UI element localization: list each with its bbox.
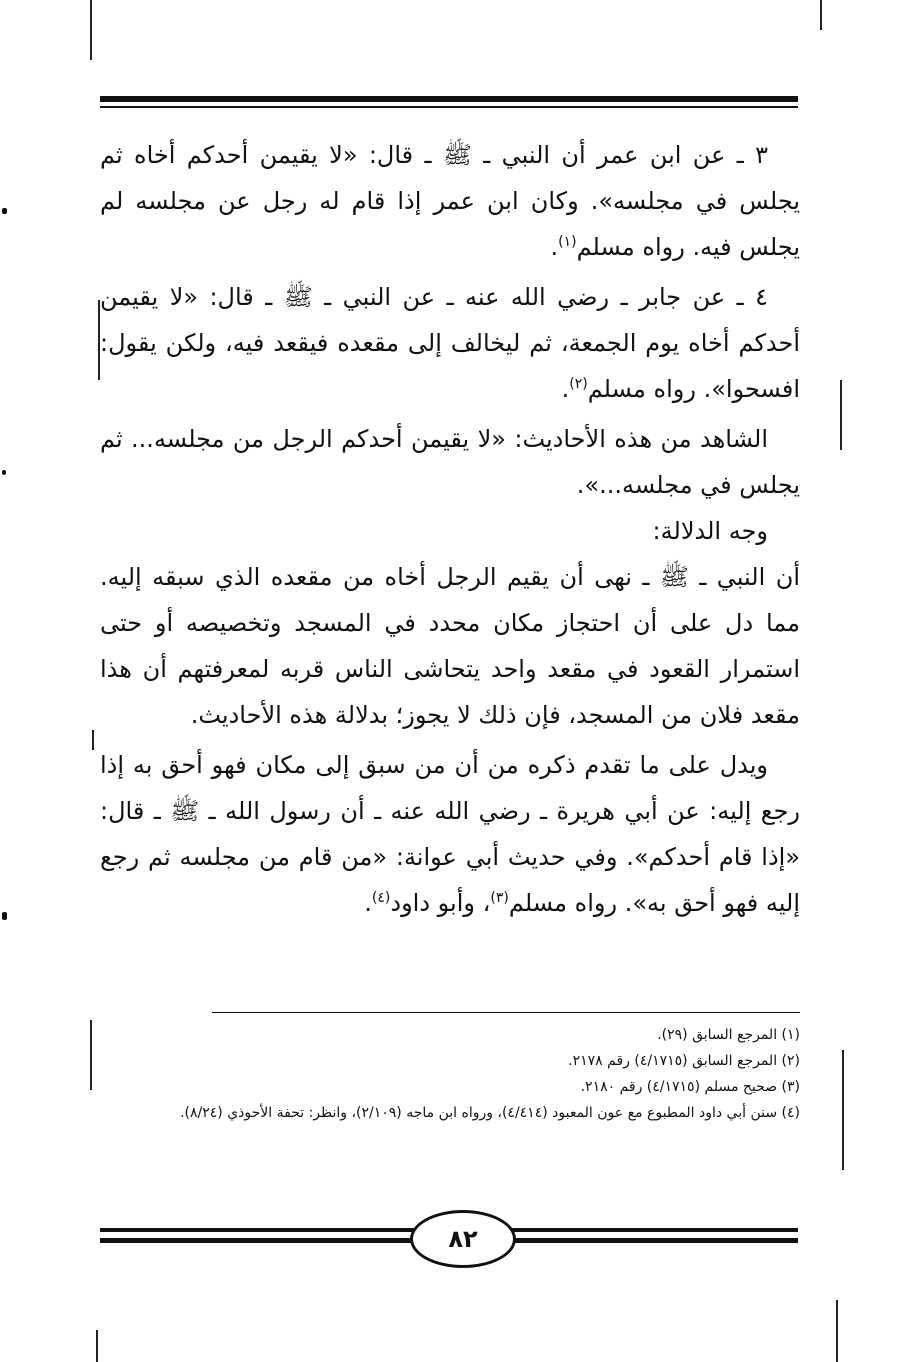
footnote-ref-4[interactable]: (٤) <box>371 890 391 906</box>
footnote-1: (١) المرجع السابق (٢٩). <box>657 1027 800 1043</box>
paragraph-text: الشاهد من هذه الأحاديث: «لا يقيمن أحدكم الرجل من مجلسه... ثم يجلس في مجلسه...». <box>100 425 800 499</box>
paragraph-text: ويدل على ما تقدم ذكره من أن من سبق إلى مكان فهو أحق به إذا رجع إليه: عن أبي هريرة ـ رضي الله عنه ـ أن رسول الله ـ ﷺ ـ قال: «إذا قام أحدكم». وفي حديث أبي عوانة: «من قام من مجلسه ثم رجع إليه فهو أحق به». رواه مسلم <box>100 751 800 917</box>
scan-binding-line <box>820 0 822 30</box>
scan-binding-line <box>842 1050 844 1170</box>
paragraph-text: ٣ ـ عن ابن عمر أن النبي ـ ﷺ ـ قال: «لا يقيمن أحدكم أخاه ثم يجلس في مجلسه». وكان ابن عمر إذا قام له رجل عن مجلسه لم يجلس فيه. رواه مسلم <box>100 141 800 261</box>
paragraph-hadith-3 <box>100 132 800 270</box>
body-text <box>100 132 800 926</box>
period: . <box>364 889 372 917</box>
scan-binding-line <box>836 1300 838 1362</box>
scan-binding-line <box>96 1330 98 1362</box>
paragraph-text: ٤ ـ عن جابر ـ رضي الله عنه ـ عن النبي ـ ﷺ ـ قال: «لا يقيمن أحدكم أخاه يوم الجمعة، ثم ليخالف إلى مقعده فيقعد فيه، ولكن يقول: افسحوا». رواه مسلم <box>100 283 800 403</box>
paragraph-text: ، وأبو داود <box>390 889 491 917</box>
footnote-ref-3[interactable]: (٣) <box>490 890 509 906</box>
paragraph-text: وجه الدلالة: <box>652 517 768 545</box>
paragraph-hadith-4 <box>100 274 800 412</box>
scan-speck <box>2 912 7 920</box>
header-rule-thin <box>100 106 798 108</box>
period: . <box>550 233 559 261</box>
footnotes <box>100 1022 800 1126</box>
scan-binding-line <box>840 380 842 450</box>
scan-binding-line <box>90 1020 92 1090</box>
footnote-ref-1[interactable]: (١) <box>558 234 577 250</box>
paragraph-text: أن النبي ـ ﷺ ـ نهى أن يقيم الرجل أخاه من مقعده الذي سبقه إليه. مما دل على أن احتجاز مكان محدد في المسجد وتخصيصه أو حتى استمرار القعود في مقعد واحد يتحاشى الناس قربه لمعرفتهم أن هذا مقعد فلان من المسجد، فإن ذلك لا يجوز؛ بدلالة هذه الأحاديث. <box>100 563 800 729</box>
footnote-2: (٢) المرجع السابق (٤/١٧١٥) رقم ٢١٧٨. <box>568 1053 800 1069</box>
paragraph-heading-indication <box>100 508 800 554</box>
header-rule <box>100 96 798 102</box>
scan-binding-line <box>92 730 94 750</box>
footnote-ref-2[interactable]: (٢) <box>569 376 588 392</box>
paragraph-explanation <box>100 554 800 738</box>
footnote-3: (٣) صحيح مسلم (٤/١٧١٥) رقم ٢١٨٠. <box>580 1079 800 1095</box>
page-number: ٨٢ <box>410 1210 516 1268</box>
paragraph-evidence <box>100 416 800 508</box>
footnote-separator <box>212 1012 800 1013</box>
footnote-4: (٤) سنن أبي داود المطبوع مع عون المعبود (٤/٤١٤)، ورواه ابن ماجه (٢/١٠٩)، وانظر: تحفة الأحوذي (٨/٢٤). <box>180 1105 800 1121</box>
paragraph-supporting-hadith <box>100 742 800 926</box>
scan-speck <box>2 470 6 475</box>
period: . <box>561 375 570 403</box>
scan-speck <box>2 208 7 214</box>
scan-binding-line <box>90 0 92 60</box>
